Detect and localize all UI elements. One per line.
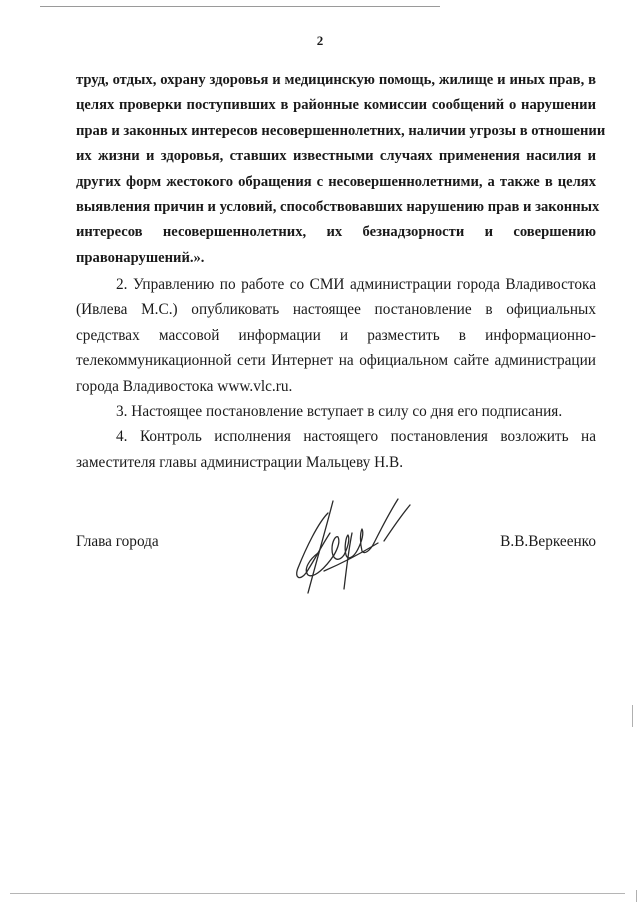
paragraph-line: 3. Настоящее постановление вступает в силу со дня его подписания. xyxy=(116,403,563,421)
paragraph-4 xyxy=(76,424,596,475)
paragraph-3 xyxy=(76,399,596,424)
page-number: 2 xyxy=(316,33,324,48)
paragraph-line: целях проверки поступивших в районные комиссии сообщений о нарушении xyxy=(76,97,596,114)
handwritten-signature xyxy=(288,493,418,603)
paragraph-last-line: заместителя главы администрации Мальцеву Н.В. xyxy=(76,453,404,471)
paragraph-last-line: города Владивостока www.vlc.ru. xyxy=(76,377,293,395)
paragraph-line: телекоммуникационной сети Интернет на официальном сайте администрации xyxy=(76,352,596,370)
paragraph-line: прав и законных интересов несовершеннолетних, наличии угрозы в отношении xyxy=(76,122,606,139)
paragraph-line: других форм жестокого обращения с несовершеннолетними, а также в целях xyxy=(76,173,596,190)
scan-edge-bottom xyxy=(10,893,625,894)
scan-edge-top xyxy=(40,6,440,7)
paragraph-line: труд, отдых, охрану здоровья и медицинскую помощь, жилище и иных прав, в xyxy=(76,72,596,88)
paragraph-2 xyxy=(76,272,596,399)
paragraph-line: средствах массовой информации и разместить в информационно- xyxy=(76,326,596,344)
paragraph-line: 4. Контроль исполнения настоящего постановления возложить на xyxy=(116,428,596,446)
paragraph-last-line: правонарушений.». xyxy=(76,249,205,266)
continuation-paragraph xyxy=(76,68,606,271)
signatory-name: В.В.Веркеенко xyxy=(500,533,596,550)
main-paragraphs xyxy=(76,272,596,475)
paragraph-line: их жизни и здоровья, ставших известными случаях применения насилия и xyxy=(76,148,596,165)
paragraph-line: выявления причин и условий, способствовавших нарушению прав и законных xyxy=(76,199,600,216)
scan-speck xyxy=(632,705,633,727)
scan-speck xyxy=(636,890,637,902)
paragraph-line: 2. Управлению по работе со СМИ администрации города Владивостока xyxy=(116,276,596,293)
paragraph-line: (Ивлева М.С.) опубликовать настоящее постановление в официальных xyxy=(76,301,596,319)
paragraph-line: интересов несовершеннолетних, их безнадзорности и совершению xyxy=(76,224,596,241)
signatory-title: Глава города xyxy=(76,533,159,550)
